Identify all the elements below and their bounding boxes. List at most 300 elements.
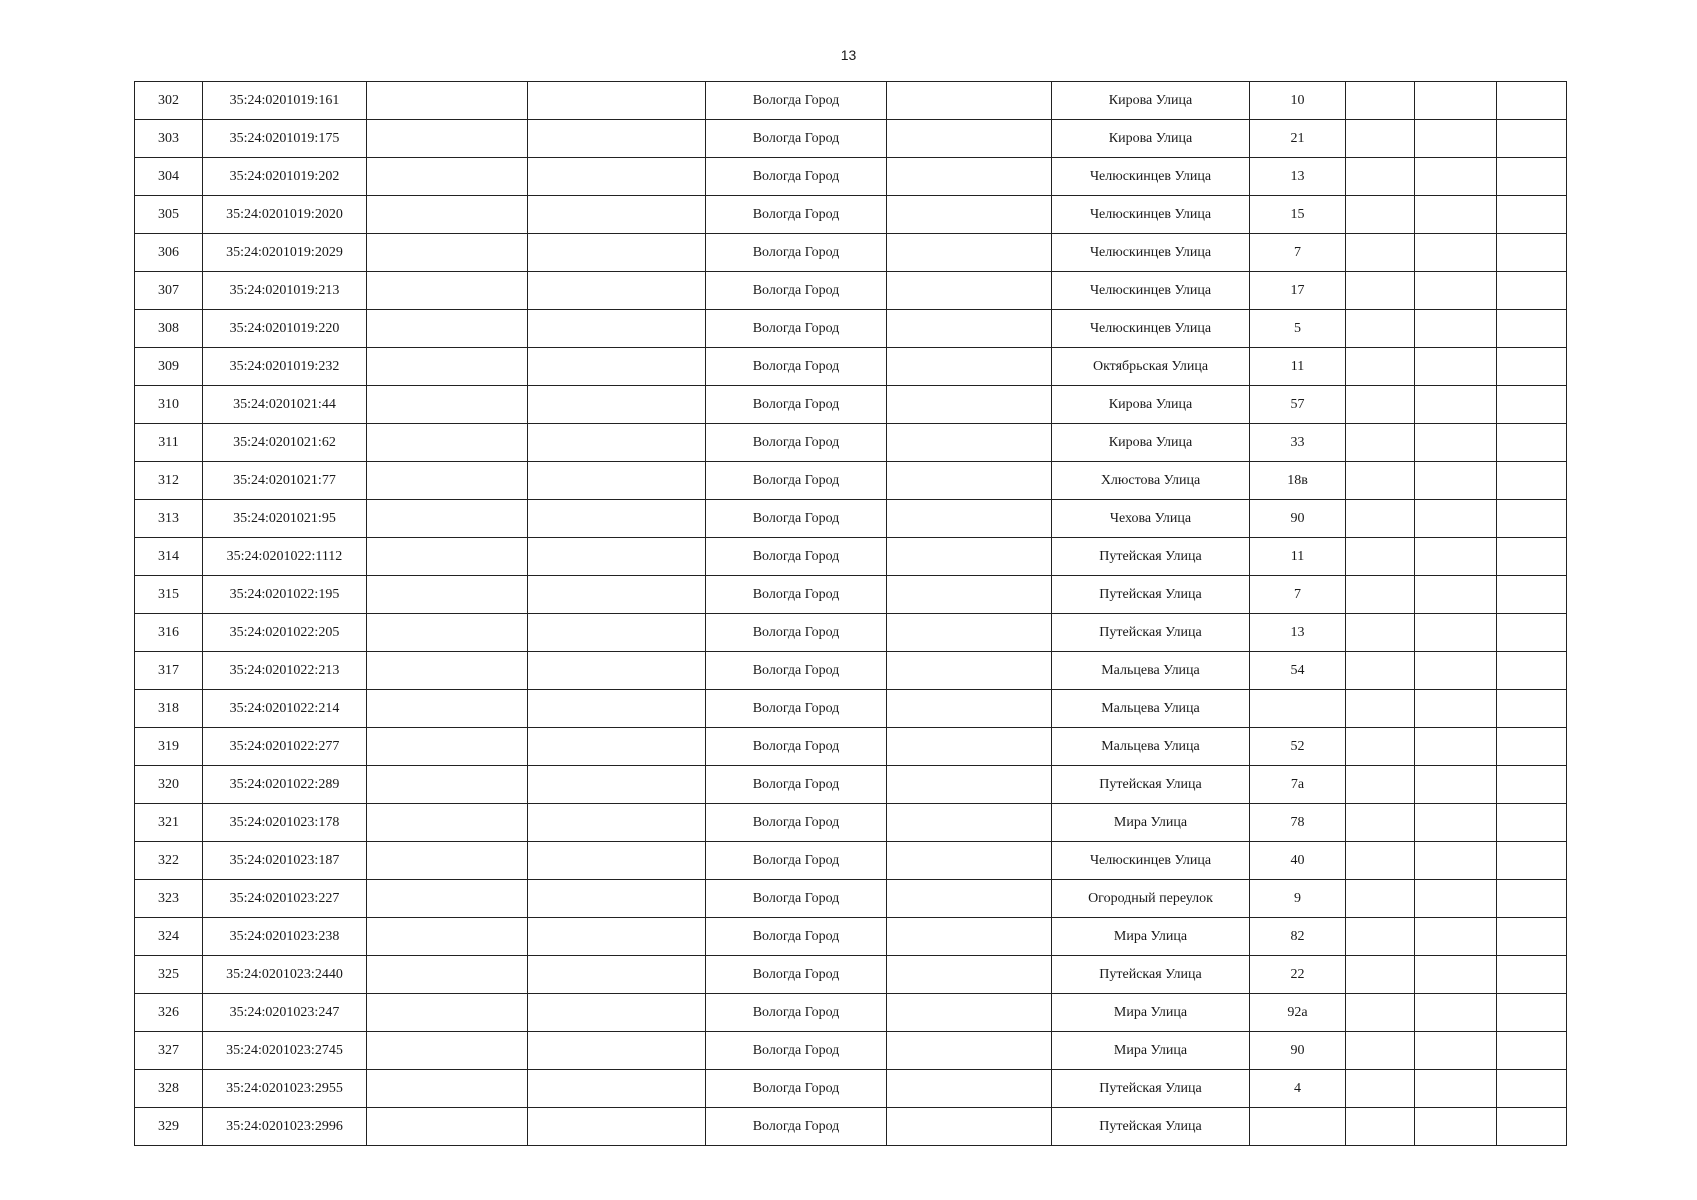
- cell-empty-2: [528, 234, 706, 272]
- cell-empty-6: [1497, 196, 1567, 234]
- cell-house-number: 18в: [1250, 462, 1346, 500]
- cell-empty-3: [887, 272, 1052, 310]
- cell-house-number: 10: [1250, 82, 1346, 120]
- cell-empty-3: [887, 614, 1052, 652]
- cell-empty-3: [887, 690, 1052, 728]
- cell-city: Вологда Город: [706, 196, 887, 234]
- cell-city: Вологда Город: [706, 500, 887, 538]
- cell-cadastral-number: 35:24:0201022:289: [203, 766, 367, 804]
- cell-empty-3: [887, 1032, 1052, 1070]
- cell-empty-5: [1415, 462, 1497, 500]
- cell-city: Вологда Город: [706, 310, 887, 348]
- cell-street: Чехова Улица: [1052, 500, 1250, 538]
- cell-empty-5: [1415, 348, 1497, 386]
- cell-empty-5: [1415, 652, 1497, 690]
- cell-empty-4: [1346, 918, 1415, 956]
- cell-street: Челюскинцев Улица: [1052, 196, 1250, 234]
- cell-row-number: 314: [135, 538, 203, 576]
- cell-empty-4: [1346, 804, 1415, 842]
- cell-street: Челюскинцев Улица: [1052, 234, 1250, 272]
- cell-city: Вологда Город: [706, 158, 887, 196]
- cell-empty-3: [887, 500, 1052, 538]
- cell-empty-1: [367, 234, 528, 272]
- cell-city: Вологда Город: [706, 994, 887, 1032]
- cell-empty-2: [528, 956, 706, 994]
- cell-cadastral-number: 35:24:0201023:2955: [203, 1070, 367, 1108]
- cell-empty-2: [528, 196, 706, 234]
- cell-cadastral-number: 35:24:0201021:77: [203, 462, 367, 500]
- cell-empty-1: [367, 804, 528, 842]
- cell-city: Вологда Город: [706, 348, 887, 386]
- cell-cadastral-number: 35:24:0201022:1112: [203, 538, 367, 576]
- cell-empty-6: [1497, 804, 1567, 842]
- table-row: [135, 614, 1567, 652]
- cell-house-number: 11: [1250, 538, 1346, 576]
- cell-empty-4: [1346, 576, 1415, 614]
- cell-street: Хлюстова Улица: [1052, 462, 1250, 500]
- table-row: [135, 386, 1567, 424]
- cell-row-number: 315: [135, 576, 203, 614]
- cell-empty-2: [528, 310, 706, 348]
- cell-street: Челюскинцев Улица: [1052, 842, 1250, 880]
- cell-row-number: 320: [135, 766, 203, 804]
- cell-empty-5: [1415, 538, 1497, 576]
- cell-row-number: 319: [135, 728, 203, 766]
- cell-street: Путейская Улица: [1052, 538, 1250, 576]
- cell-empty-2: [528, 728, 706, 766]
- cell-city: Вологда Город: [706, 880, 887, 918]
- cell-row-number: 302: [135, 82, 203, 120]
- cell-empty-4: [1346, 196, 1415, 234]
- cell-city: Вологда Город: [706, 1108, 887, 1146]
- cell-empty-2: [528, 348, 706, 386]
- cell-cadastral-number: 35:24:0201019:220: [203, 310, 367, 348]
- cell-empty-6: [1497, 82, 1567, 120]
- cell-cadastral-number: 35:24:0201023:178: [203, 804, 367, 842]
- cell-street: Октябрьская Улица: [1052, 348, 1250, 386]
- table-body: [135, 82, 1567, 1146]
- table-row: [135, 424, 1567, 462]
- cell-house-number: 7а: [1250, 766, 1346, 804]
- cell-city: Вологда Город: [706, 1070, 887, 1108]
- cell-row-number: 309: [135, 348, 203, 386]
- cell-row-number: 322: [135, 842, 203, 880]
- cell-house-number: 78: [1250, 804, 1346, 842]
- cell-empty-3: [887, 310, 1052, 348]
- cell-empty-2: [528, 1032, 706, 1070]
- cell-empty-1: [367, 424, 528, 462]
- cell-empty-2: [528, 158, 706, 196]
- cell-house-number: 4: [1250, 1070, 1346, 1108]
- cell-house-number: [1250, 690, 1346, 728]
- cell-street: Путейская Улица: [1052, 614, 1250, 652]
- table-row: [135, 766, 1567, 804]
- cell-empty-1: [367, 1108, 528, 1146]
- cell-city: Вологда Город: [706, 576, 887, 614]
- cell-empty-5: [1415, 614, 1497, 652]
- cell-empty-4: [1346, 500, 1415, 538]
- cell-house-number: 7: [1250, 576, 1346, 614]
- cell-empty-6: [1497, 728, 1567, 766]
- cell-empty-2: [528, 386, 706, 424]
- cell-empty-6: [1497, 1108, 1567, 1146]
- cell-row-number: 303: [135, 120, 203, 158]
- cell-empty-1: [367, 842, 528, 880]
- table-row: [135, 196, 1567, 234]
- cell-cadastral-number: 35:24:0201021:62: [203, 424, 367, 462]
- table-row: [135, 842, 1567, 880]
- cell-cadastral-number: 35:24:0201022:213: [203, 652, 367, 690]
- cell-cadastral-number: 35:24:0201022:205: [203, 614, 367, 652]
- cell-empty-5: [1415, 500, 1497, 538]
- cell-empty-1: [367, 500, 528, 538]
- cell-cadastral-number: 35:24:0201021:95: [203, 500, 367, 538]
- cell-row-number: 307: [135, 272, 203, 310]
- cell-cadastral-number: 35:24:0201019:202: [203, 158, 367, 196]
- cell-street: Путейская Улица: [1052, 766, 1250, 804]
- cell-street: Путейская Улица: [1052, 956, 1250, 994]
- cell-empty-4: [1346, 1070, 1415, 1108]
- cell-empty-4: [1346, 348, 1415, 386]
- cell-empty-2: [528, 424, 706, 462]
- cell-city: Вологда Город: [706, 652, 887, 690]
- table-row: [135, 538, 1567, 576]
- cell-empty-4: [1346, 234, 1415, 272]
- cell-empty-4: [1346, 462, 1415, 500]
- cell-empty-2: [528, 1070, 706, 1108]
- cell-cadastral-number: 35:24:0201023:2745: [203, 1032, 367, 1070]
- cell-empty-1: [367, 1070, 528, 1108]
- cell-empty-5: [1415, 918, 1497, 956]
- cell-empty-4: [1346, 652, 1415, 690]
- table-row: [135, 994, 1567, 1032]
- cell-empty-2: [528, 766, 706, 804]
- cell-empty-2: [528, 538, 706, 576]
- cell-empty-4: [1346, 120, 1415, 158]
- cell-empty-2: [528, 500, 706, 538]
- cell-empty-1: [367, 158, 528, 196]
- cell-empty-5: [1415, 1070, 1497, 1108]
- cell-empty-5: [1415, 424, 1497, 462]
- cell-empty-1: [367, 652, 528, 690]
- cell-street: Кирова Улица: [1052, 386, 1250, 424]
- cell-empty-1: [367, 538, 528, 576]
- cell-street: Челюскинцев Улица: [1052, 158, 1250, 196]
- cell-house-number: [1250, 1108, 1346, 1146]
- cell-empty-4: [1346, 272, 1415, 310]
- cell-empty-3: [887, 158, 1052, 196]
- cell-house-number: 52: [1250, 728, 1346, 766]
- cell-empty-6: [1497, 1032, 1567, 1070]
- cell-cadastral-number: 35:24:0201019:2029: [203, 234, 367, 272]
- cell-city: Вологда Город: [706, 728, 887, 766]
- cell-empty-6: [1497, 424, 1567, 462]
- cell-city: Вологда Город: [706, 766, 887, 804]
- cell-empty-6: [1497, 766, 1567, 804]
- cell-cadastral-number: 35:24:0201022:195: [203, 576, 367, 614]
- cell-empty-3: [887, 576, 1052, 614]
- cell-house-number: 57: [1250, 386, 1346, 424]
- table-row: [135, 690, 1567, 728]
- cell-empty-5: [1415, 196, 1497, 234]
- cell-house-number: 5: [1250, 310, 1346, 348]
- cell-empty-4: [1346, 842, 1415, 880]
- cell-empty-1: [367, 1032, 528, 1070]
- cell-empty-5: [1415, 1032, 1497, 1070]
- cell-empty-5: [1415, 766, 1497, 804]
- cell-empty-4: [1346, 538, 1415, 576]
- cell-empty-6: [1497, 576, 1567, 614]
- cell-empty-6: [1497, 158, 1567, 196]
- cell-house-number: 13: [1250, 158, 1346, 196]
- cell-empty-3: [887, 728, 1052, 766]
- cell-empty-2: [528, 690, 706, 728]
- cell-cadastral-number: 35:24:0201019:175: [203, 120, 367, 158]
- cell-empty-3: [887, 348, 1052, 386]
- cell-empty-3: [887, 652, 1052, 690]
- cell-street: Кирова Улица: [1052, 120, 1250, 158]
- cell-street: Челюскинцев Улица: [1052, 310, 1250, 348]
- cell-empty-6: [1497, 690, 1567, 728]
- table-row: [135, 1032, 1567, 1070]
- cell-empty-6: [1497, 614, 1567, 652]
- cell-empty-6: [1497, 348, 1567, 386]
- cell-cadastral-number: 35:24:0201021:44: [203, 386, 367, 424]
- cell-empty-2: [528, 272, 706, 310]
- cell-house-number: 33: [1250, 424, 1346, 462]
- table-row: [135, 234, 1567, 272]
- cell-empty-5: [1415, 880, 1497, 918]
- cell-city: Вологда Город: [706, 538, 887, 576]
- cell-row-number: 313: [135, 500, 203, 538]
- cell-empty-1: [367, 728, 528, 766]
- cell-empty-3: [887, 196, 1052, 234]
- cell-row-number: 327: [135, 1032, 203, 1070]
- cell-empty-6: [1497, 272, 1567, 310]
- cell-city: Вологда Город: [706, 690, 887, 728]
- cell-street: Кирова Улица: [1052, 424, 1250, 462]
- cell-empty-1: [367, 462, 528, 500]
- cell-empty-6: [1497, 994, 1567, 1032]
- cell-empty-6: [1497, 880, 1567, 918]
- cell-street: Огородный переулок: [1052, 880, 1250, 918]
- cell-empty-1: [367, 196, 528, 234]
- cell-row-number: 328: [135, 1070, 203, 1108]
- cell-house-number: 82: [1250, 918, 1346, 956]
- cell-empty-3: [887, 424, 1052, 462]
- cell-row-number: 326: [135, 994, 203, 1032]
- cell-city: Вологда Город: [706, 956, 887, 994]
- cell-house-number: 90: [1250, 1032, 1346, 1070]
- cell-empty-3: [887, 234, 1052, 272]
- cell-empty-1: [367, 82, 528, 120]
- cell-street: Мира Улица: [1052, 994, 1250, 1032]
- table-row: [135, 462, 1567, 500]
- cell-empty-2: [528, 1108, 706, 1146]
- cell-empty-3: [887, 918, 1052, 956]
- cell-empty-1: [367, 880, 528, 918]
- cell-empty-1: [367, 690, 528, 728]
- cell-empty-3: [887, 462, 1052, 500]
- cell-empty-5: [1415, 120, 1497, 158]
- table-row: [135, 120, 1567, 158]
- cell-street: Мальцева Улица: [1052, 652, 1250, 690]
- cell-empty-6: [1497, 842, 1567, 880]
- cell-city: Вологда Город: [706, 804, 887, 842]
- cell-street: Мира Улица: [1052, 1032, 1250, 1070]
- cell-empty-5: [1415, 804, 1497, 842]
- cell-house-number: 17: [1250, 272, 1346, 310]
- cell-house-number: 11: [1250, 348, 1346, 386]
- cell-empty-3: [887, 804, 1052, 842]
- table-row: [135, 728, 1567, 766]
- cell-house-number: 22: [1250, 956, 1346, 994]
- cell-empty-3: [887, 994, 1052, 1032]
- cell-city: Вологда Город: [706, 234, 887, 272]
- cell-street: Мира Улица: [1052, 918, 1250, 956]
- cell-empty-1: [367, 614, 528, 652]
- cell-empty-5: [1415, 576, 1497, 614]
- table-row: [135, 652, 1567, 690]
- cell-house-number: 40: [1250, 842, 1346, 880]
- cell-row-number: 308: [135, 310, 203, 348]
- cell-row-number: 329: [135, 1108, 203, 1146]
- cell-empty-5: [1415, 842, 1497, 880]
- cell-empty-3: [887, 766, 1052, 804]
- cell-empty-1: [367, 272, 528, 310]
- cell-empty-3: [887, 880, 1052, 918]
- cell-empty-3: [887, 1108, 1052, 1146]
- cell-empty-4: [1346, 766, 1415, 804]
- cell-empty-2: [528, 82, 706, 120]
- cell-empty-4: [1346, 1032, 1415, 1070]
- cell-row-number: 324: [135, 918, 203, 956]
- table-row: [135, 1070, 1567, 1108]
- cell-empty-4: [1346, 994, 1415, 1032]
- page-number: 13: [840, 47, 857, 63]
- cell-empty-2: [528, 918, 706, 956]
- table-row: [135, 576, 1567, 614]
- cell-empty-6: [1497, 652, 1567, 690]
- cell-city: Вологда Город: [706, 918, 887, 956]
- cell-empty-4: [1346, 956, 1415, 994]
- cell-empty-6: [1497, 500, 1567, 538]
- cell-row-number: 317: [135, 652, 203, 690]
- table-row: [135, 272, 1567, 310]
- cell-city: Вологда Город: [706, 1032, 887, 1070]
- cell-empty-4: [1346, 82, 1415, 120]
- cell-empty-1: [367, 386, 528, 424]
- cell-row-number: 323: [135, 880, 203, 918]
- cell-empty-6: [1497, 1070, 1567, 1108]
- cell-empty-2: [528, 120, 706, 158]
- cell-empty-1: [367, 348, 528, 386]
- cell-cadastral-number: 35:24:0201023:247: [203, 994, 367, 1032]
- cell-empty-6: [1497, 310, 1567, 348]
- cell-row-number: 325: [135, 956, 203, 994]
- cell-empty-4: [1346, 424, 1415, 462]
- cell-cadastral-number: 35:24:0201023:238: [203, 918, 367, 956]
- cell-empty-5: [1415, 956, 1497, 994]
- cell-empty-2: [528, 804, 706, 842]
- cell-cadastral-number: 35:24:0201023:2440: [203, 956, 367, 994]
- table-row: [135, 158, 1567, 196]
- table-row: [135, 348, 1567, 386]
- cell-empty-3: [887, 538, 1052, 576]
- cell-street: Путейская Улица: [1052, 1108, 1250, 1146]
- cell-cadastral-number: 35:24:0201023:187: [203, 842, 367, 880]
- cell-house-number: 7: [1250, 234, 1346, 272]
- cell-row-number: 306: [135, 234, 203, 272]
- cell-empty-1: [367, 918, 528, 956]
- cell-empty-1: [367, 956, 528, 994]
- cell-empty-6: [1497, 918, 1567, 956]
- cell-empty-4: [1346, 158, 1415, 196]
- cell-empty-1: [367, 310, 528, 348]
- cell-empty-5: [1415, 272, 1497, 310]
- table-row: [135, 956, 1567, 994]
- cell-empty-3: [887, 120, 1052, 158]
- cell-cadastral-number: 35:24:0201019:213: [203, 272, 367, 310]
- cell-empty-2: [528, 880, 706, 918]
- cell-row-number: 310: [135, 386, 203, 424]
- cell-cadastral-number: 35:24:0201023:227: [203, 880, 367, 918]
- cell-row-number: 304: [135, 158, 203, 196]
- cell-house-number: 13: [1250, 614, 1346, 652]
- cell-house-number: 9: [1250, 880, 1346, 918]
- cell-empty-5: [1415, 82, 1497, 120]
- cell-street: Мира Улица: [1052, 804, 1250, 842]
- cell-empty-3: [887, 956, 1052, 994]
- cell-empty-5: [1415, 386, 1497, 424]
- cell-street: Мальцева Улица: [1052, 690, 1250, 728]
- cell-empty-3: [887, 1070, 1052, 1108]
- cell-empty-2: [528, 576, 706, 614]
- cell-city: Вологда Город: [706, 424, 887, 462]
- cell-cadastral-number: 35:24:0201019:161: [203, 82, 367, 120]
- cell-empty-5: [1415, 728, 1497, 766]
- cell-row-number: 312: [135, 462, 203, 500]
- cell-empty-1: [367, 766, 528, 804]
- cell-empty-5: [1415, 234, 1497, 272]
- cell-row-number: 318: [135, 690, 203, 728]
- cell-cadastral-number: 35:24:0201022:277: [203, 728, 367, 766]
- cell-empty-5: [1415, 1108, 1497, 1146]
- cell-empty-5: [1415, 690, 1497, 728]
- cell-empty-6: [1497, 538, 1567, 576]
- cell-empty-4: [1346, 1108, 1415, 1146]
- cell-house-number: 92а: [1250, 994, 1346, 1032]
- cell-empty-1: [367, 994, 528, 1032]
- address-registry-table: [134, 81, 1567, 1146]
- cell-street: Кирова Улица: [1052, 82, 1250, 120]
- cell-empty-3: [887, 82, 1052, 120]
- cell-empty-2: [528, 994, 706, 1032]
- cell-cadastral-number: 35:24:0201019:2020: [203, 196, 367, 234]
- cell-empty-6: [1497, 462, 1567, 500]
- cell-row-number: 305: [135, 196, 203, 234]
- cell-house-number: 21: [1250, 120, 1346, 158]
- cell-street: Путейская Улица: [1052, 1070, 1250, 1108]
- cell-city: Вологда Город: [706, 272, 887, 310]
- cell-empty-3: [887, 386, 1052, 424]
- cell-city: Вологда Город: [706, 842, 887, 880]
- cell-house-number: 54: [1250, 652, 1346, 690]
- cell-city: Вологда Город: [706, 614, 887, 652]
- cell-empty-2: [528, 652, 706, 690]
- cell-house-number: 90: [1250, 500, 1346, 538]
- cell-empty-3: [887, 842, 1052, 880]
